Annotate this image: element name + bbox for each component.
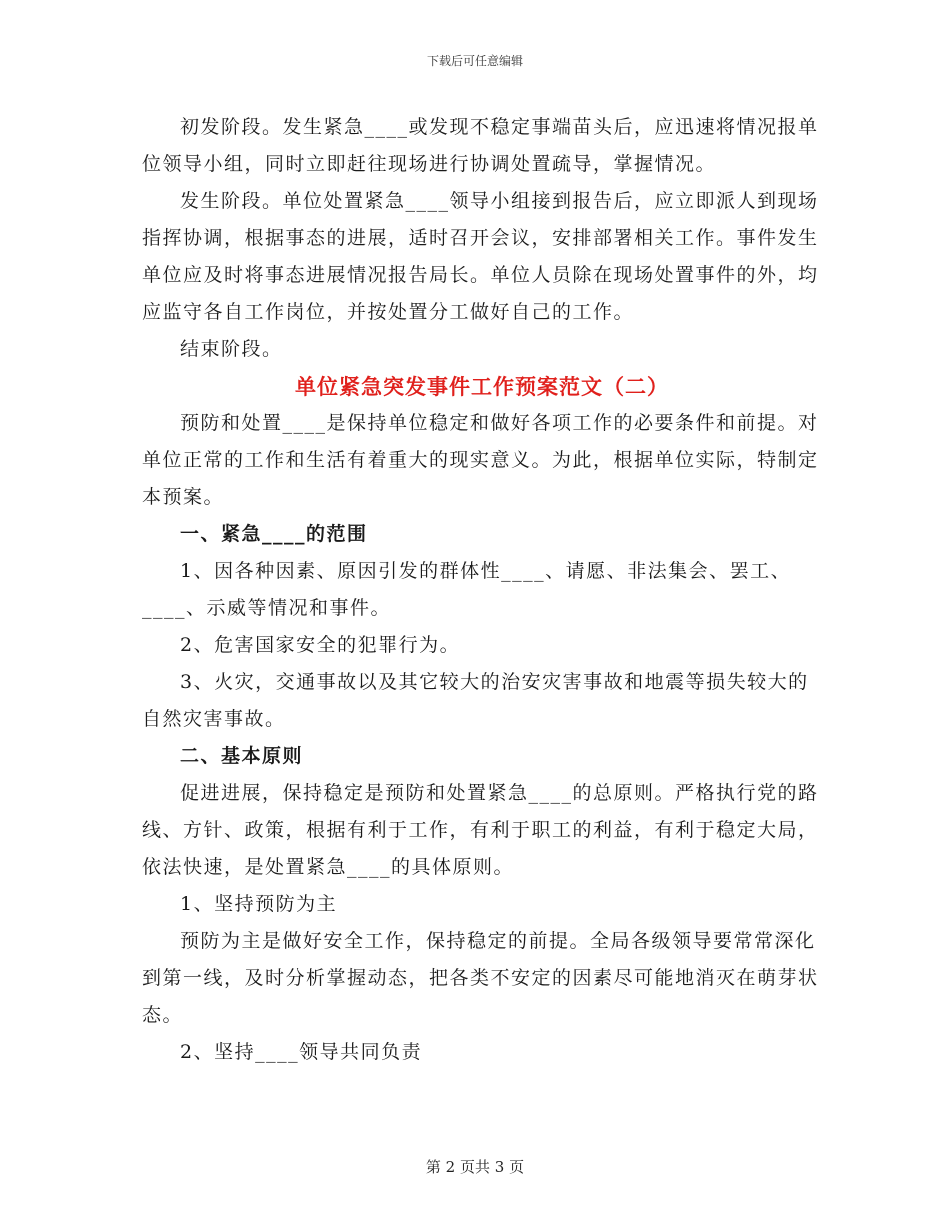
document-body xyxy=(142,109,822,1071)
paragraph: 1、因各种因素、原因引发的群体性____、请愿、非法集会、罢工、____、示威等情况和事件。 xyxy=(142,560,792,619)
page-number-footer: 第 2 页共 3 页 xyxy=(425,1158,525,1176)
section-heading: 一、紧急____的范围 xyxy=(180,523,368,545)
paragraph: 2、坚持____领导共同负责 xyxy=(180,1041,423,1063)
paragraph: 1、坚持预防为主 xyxy=(180,893,338,915)
paragraph: 预防为主是做好安全工作，保持稳定的前提。全局各级领导要常常深化到第一线，及时分析掌握动态，把各类不安定的因素尽可能地消灭在萌芽状态。 xyxy=(142,930,819,1026)
paragraph: 预防和处置____是保持单位稳定和做好各项工作的必要条件和前提。对单位正常的工作和生活有着重大的现实意义。为此，根据单位实际，特制定本预案。 xyxy=(142,412,819,508)
section-heading: 二、基本原则 xyxy=(180,745,304,767)
page-header-note: 下载后可任意编辑 xyxy=(426,54,523,68)
paragraph: 促进进展，保持稳定是预防和处置紧急____的总原则。严格执行党的路线、方针、政策，根据有利于工作，有利于职工的利益，有利于稳定大局，依法快速，是处置紧急____的具体原则。 xyxy=(142,782,819,878)
paragraph: 发生阶段。单位处置紧急____领导小组接到报告后，应立即派人到现场指挥协调，根据事态的进展，适时召开会议，安排部署相关工作。事件发生单位应及时将事态进展情况报告局长。单位人员除在现场处置事件的外，均应监守各自工作岗位，并按处置分工做好自己的工作。 xyxy=(142,190,819,323)
paragraph: 2、危害国家安全的犯罪行为。 xyxy=(180,634,461,656)
section-title: 单位紧急突发事件工作预案范文（二） xyxy=(295,374,669,399)
paragraph: 初发阶段。发生紧急____或发现不稳定事端苗头后，应迅速将情况报单位领导小组，同时立即赶往现场进行协调处置疏导，掌握情况。 xyxy=(142,116,819,175)
paragraph: 结束阶段。 xyxy=(180,338,283,360)
paragraph: 3、火灾，交通事故以及其它较大的治安灾害事故和地震等损失较大的自然灾害事故。 xyxy=(142,671,809,730)
